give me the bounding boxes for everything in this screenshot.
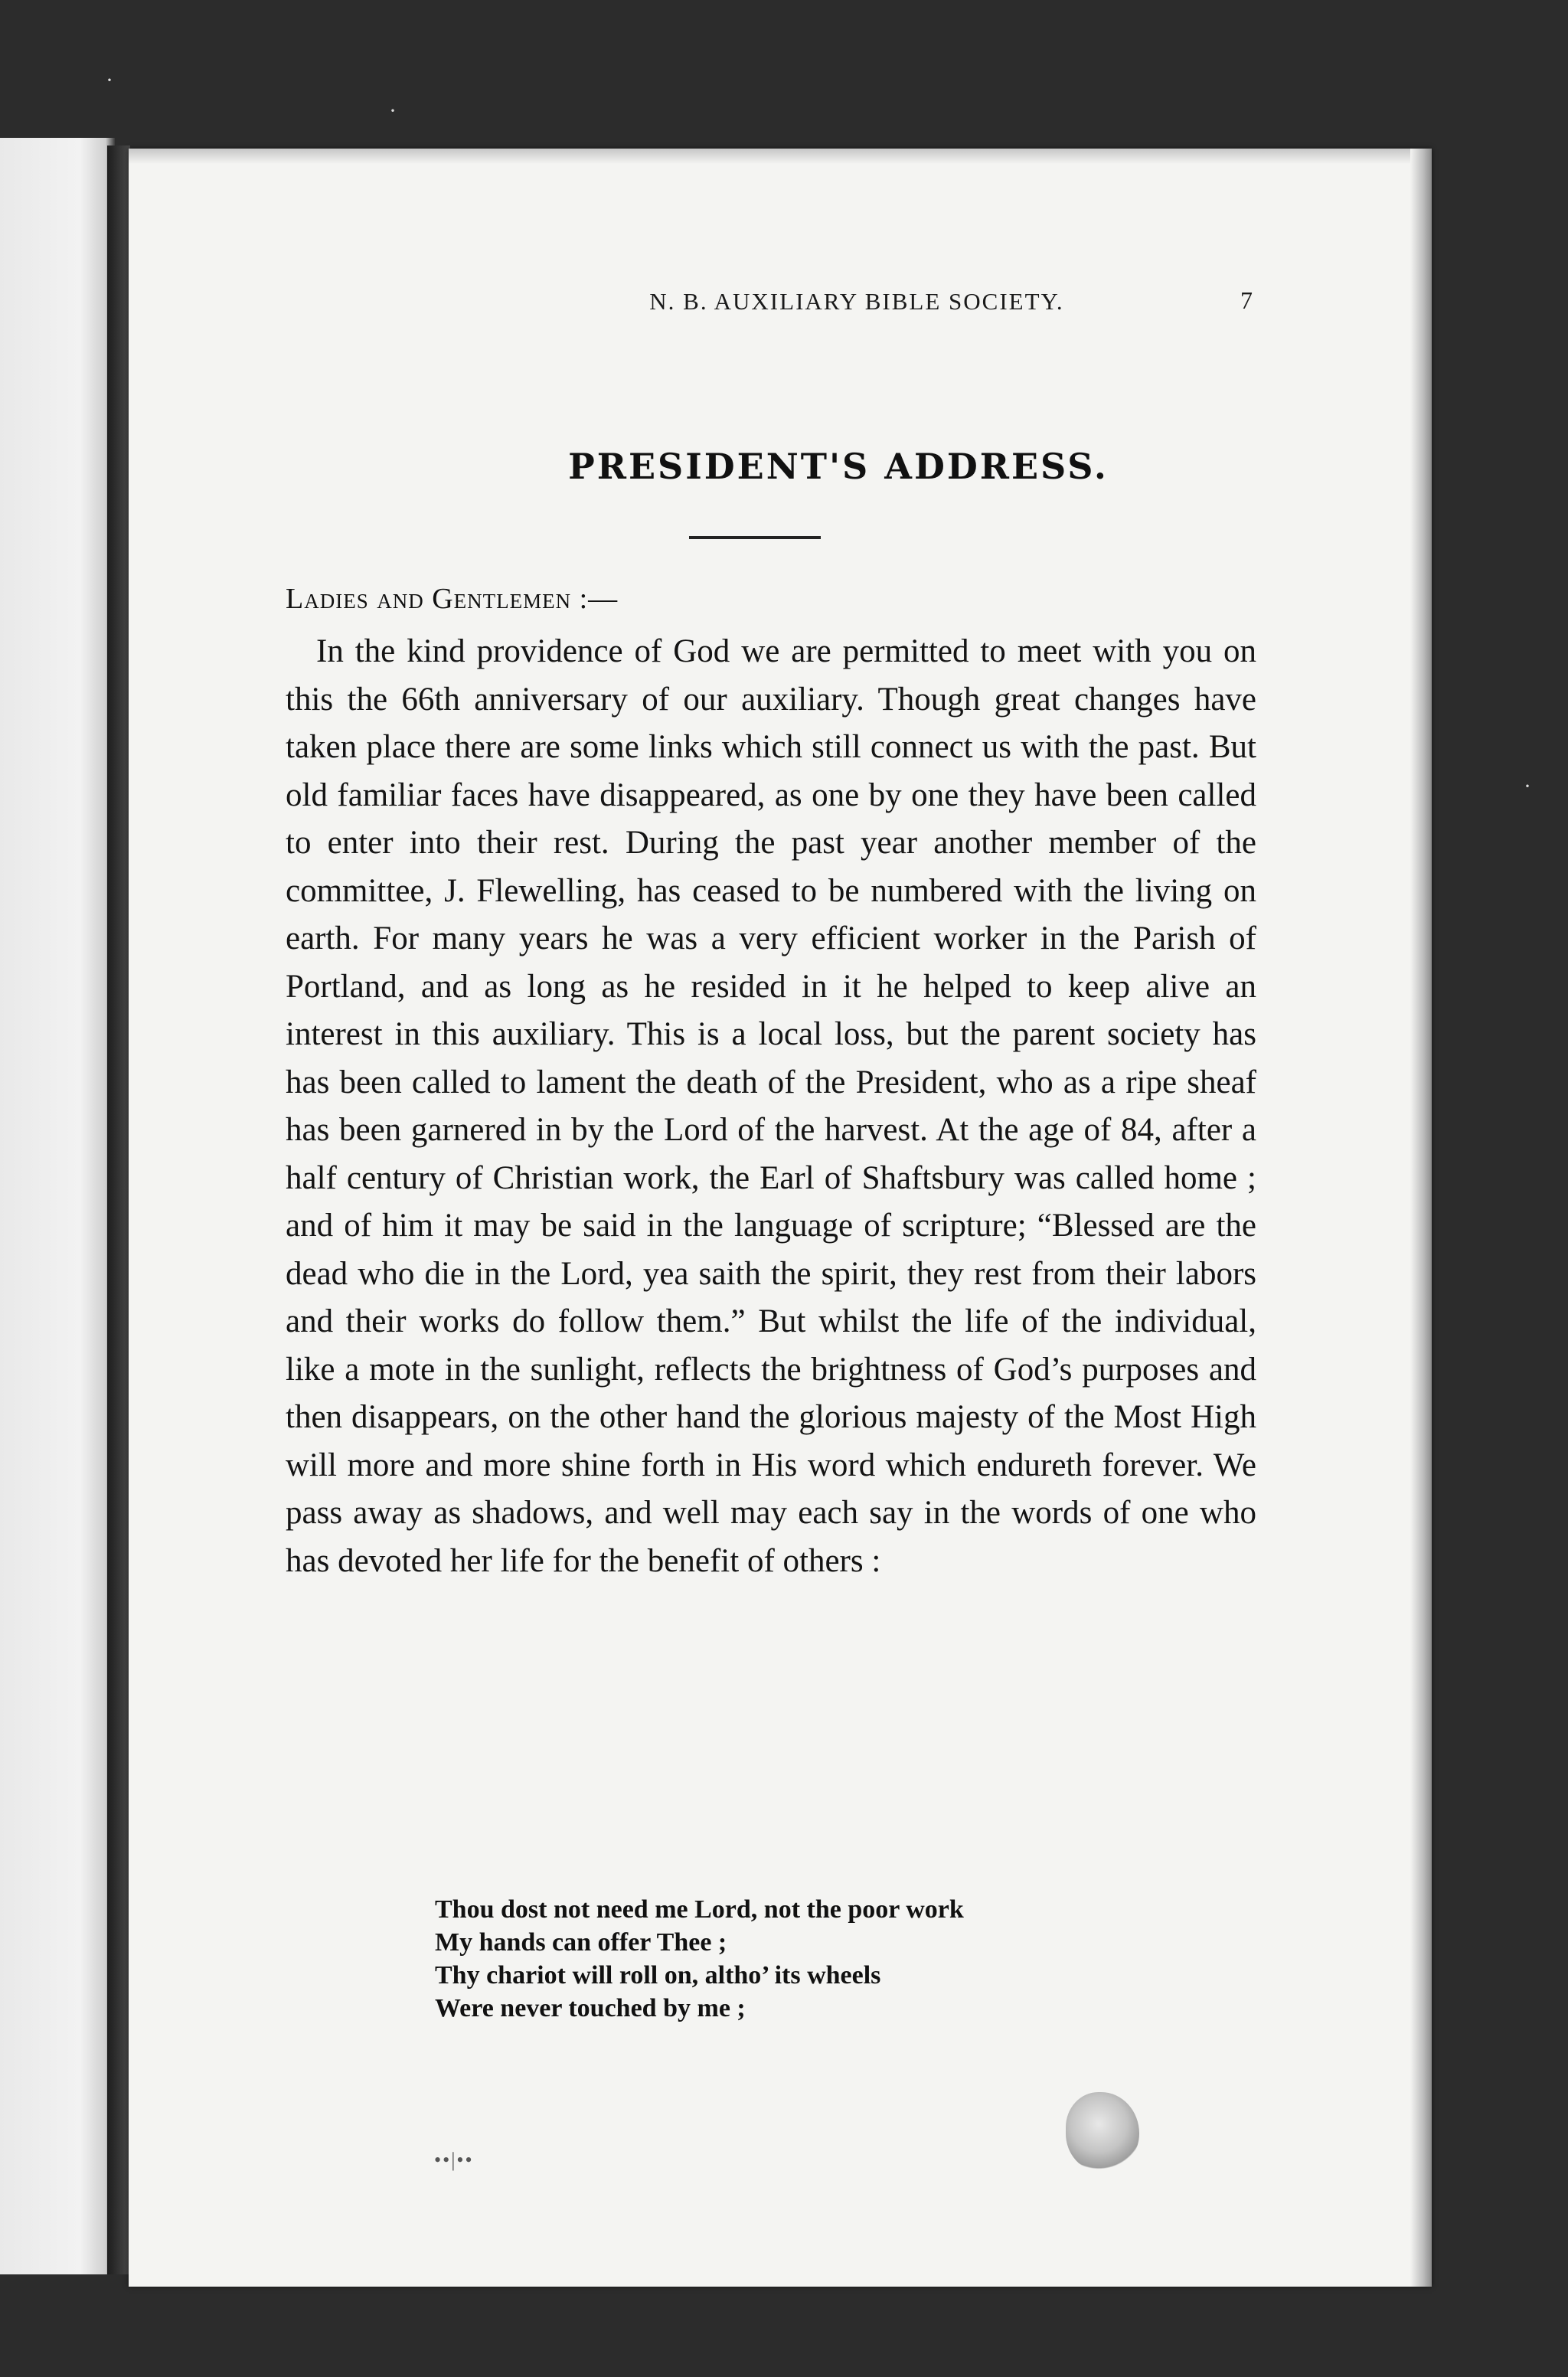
heading-rule	[689, 536, 821, 539]
poem-line: Thy chariot will roll on, altho’ its wheels	[435, 1961, 881, 1990]
page-number: 7	[1240, 286, 1253, 314]
book-page	[129, 149, 1432, 2287]
poem-line: Thou dost not need me Lord, not the poor work	[435, 1895, 964, 1924]
gutter-shadow	[107, 145, 130, 2274]
film-speck: ·	[1524, 773, 1531, 799]
paper-blemish	[1066, 2092, 1139, 2172]
facing-page-edge	[0, 138, 115, 2274]
address-paragraph: In the kind providence of God we are permitted to meet with you on this the 66th anniversary of our auxiliary. Though great changes have taken place there are some links which still connect us with the past. But old familiar faces have disappeared, as one by one they have been called to enter into their rest. During the past year another member of the committee, J. Flewelling, has ceased to be numbered with the living on earth. For many years he was a very efficient worker in the Parish of Portland, and as long as he resided in it he helped to keep alive an interest in this auxiliary. This is a local loss, but the parent society has has been called to lament the death of the President, who as a ripe sheaf has been garnered in by the Lord of the harvest. At the age of 84, after a half century of Christian work, the Earl of Shaftsbury was called home ; and of him it may be said in the language of scripture; “Blessed are the dead who die in the Lord, yea saith the spirit, they rest from their labors and their works do follow them.” But whilst the life of the individual, like a mote in the sunlight, reflects the brightness of God’s purposes and then disappears, on the other hand the glorious majesty of the Most High will more and more shine forth in His word which endureth forever. We pass away as shadows, and well may each say in the words of one who has devoted her life for the benefit of others :	[286, 633, 1256, 1579]
ornament: ••|••	[434, 2149, 474, 2171]
film-speck: ·	[106, 67, 113, 93]
running-head-title: N. B. AUXILIARY BIBLE SOCIETY.	[649, 288, 1064, 315]
running-head	[129, 288, 1432, 316]
poem-quote	[435, 1893, 964, 2025]
poem-line: Were never touched by me ;	[435, 1994, 746, 2022]
salutation: Ladies and Gentlemen :—	[286, 583, 619, 615]
poem-line: My hands can offer Thee ;	[435, 1928, 727, 1957]
section-heading: PRESIDENT'S ADDRESS.	[568, 446, 1109, 487]
film-speck: ·	[389, 98, 397, 123]
